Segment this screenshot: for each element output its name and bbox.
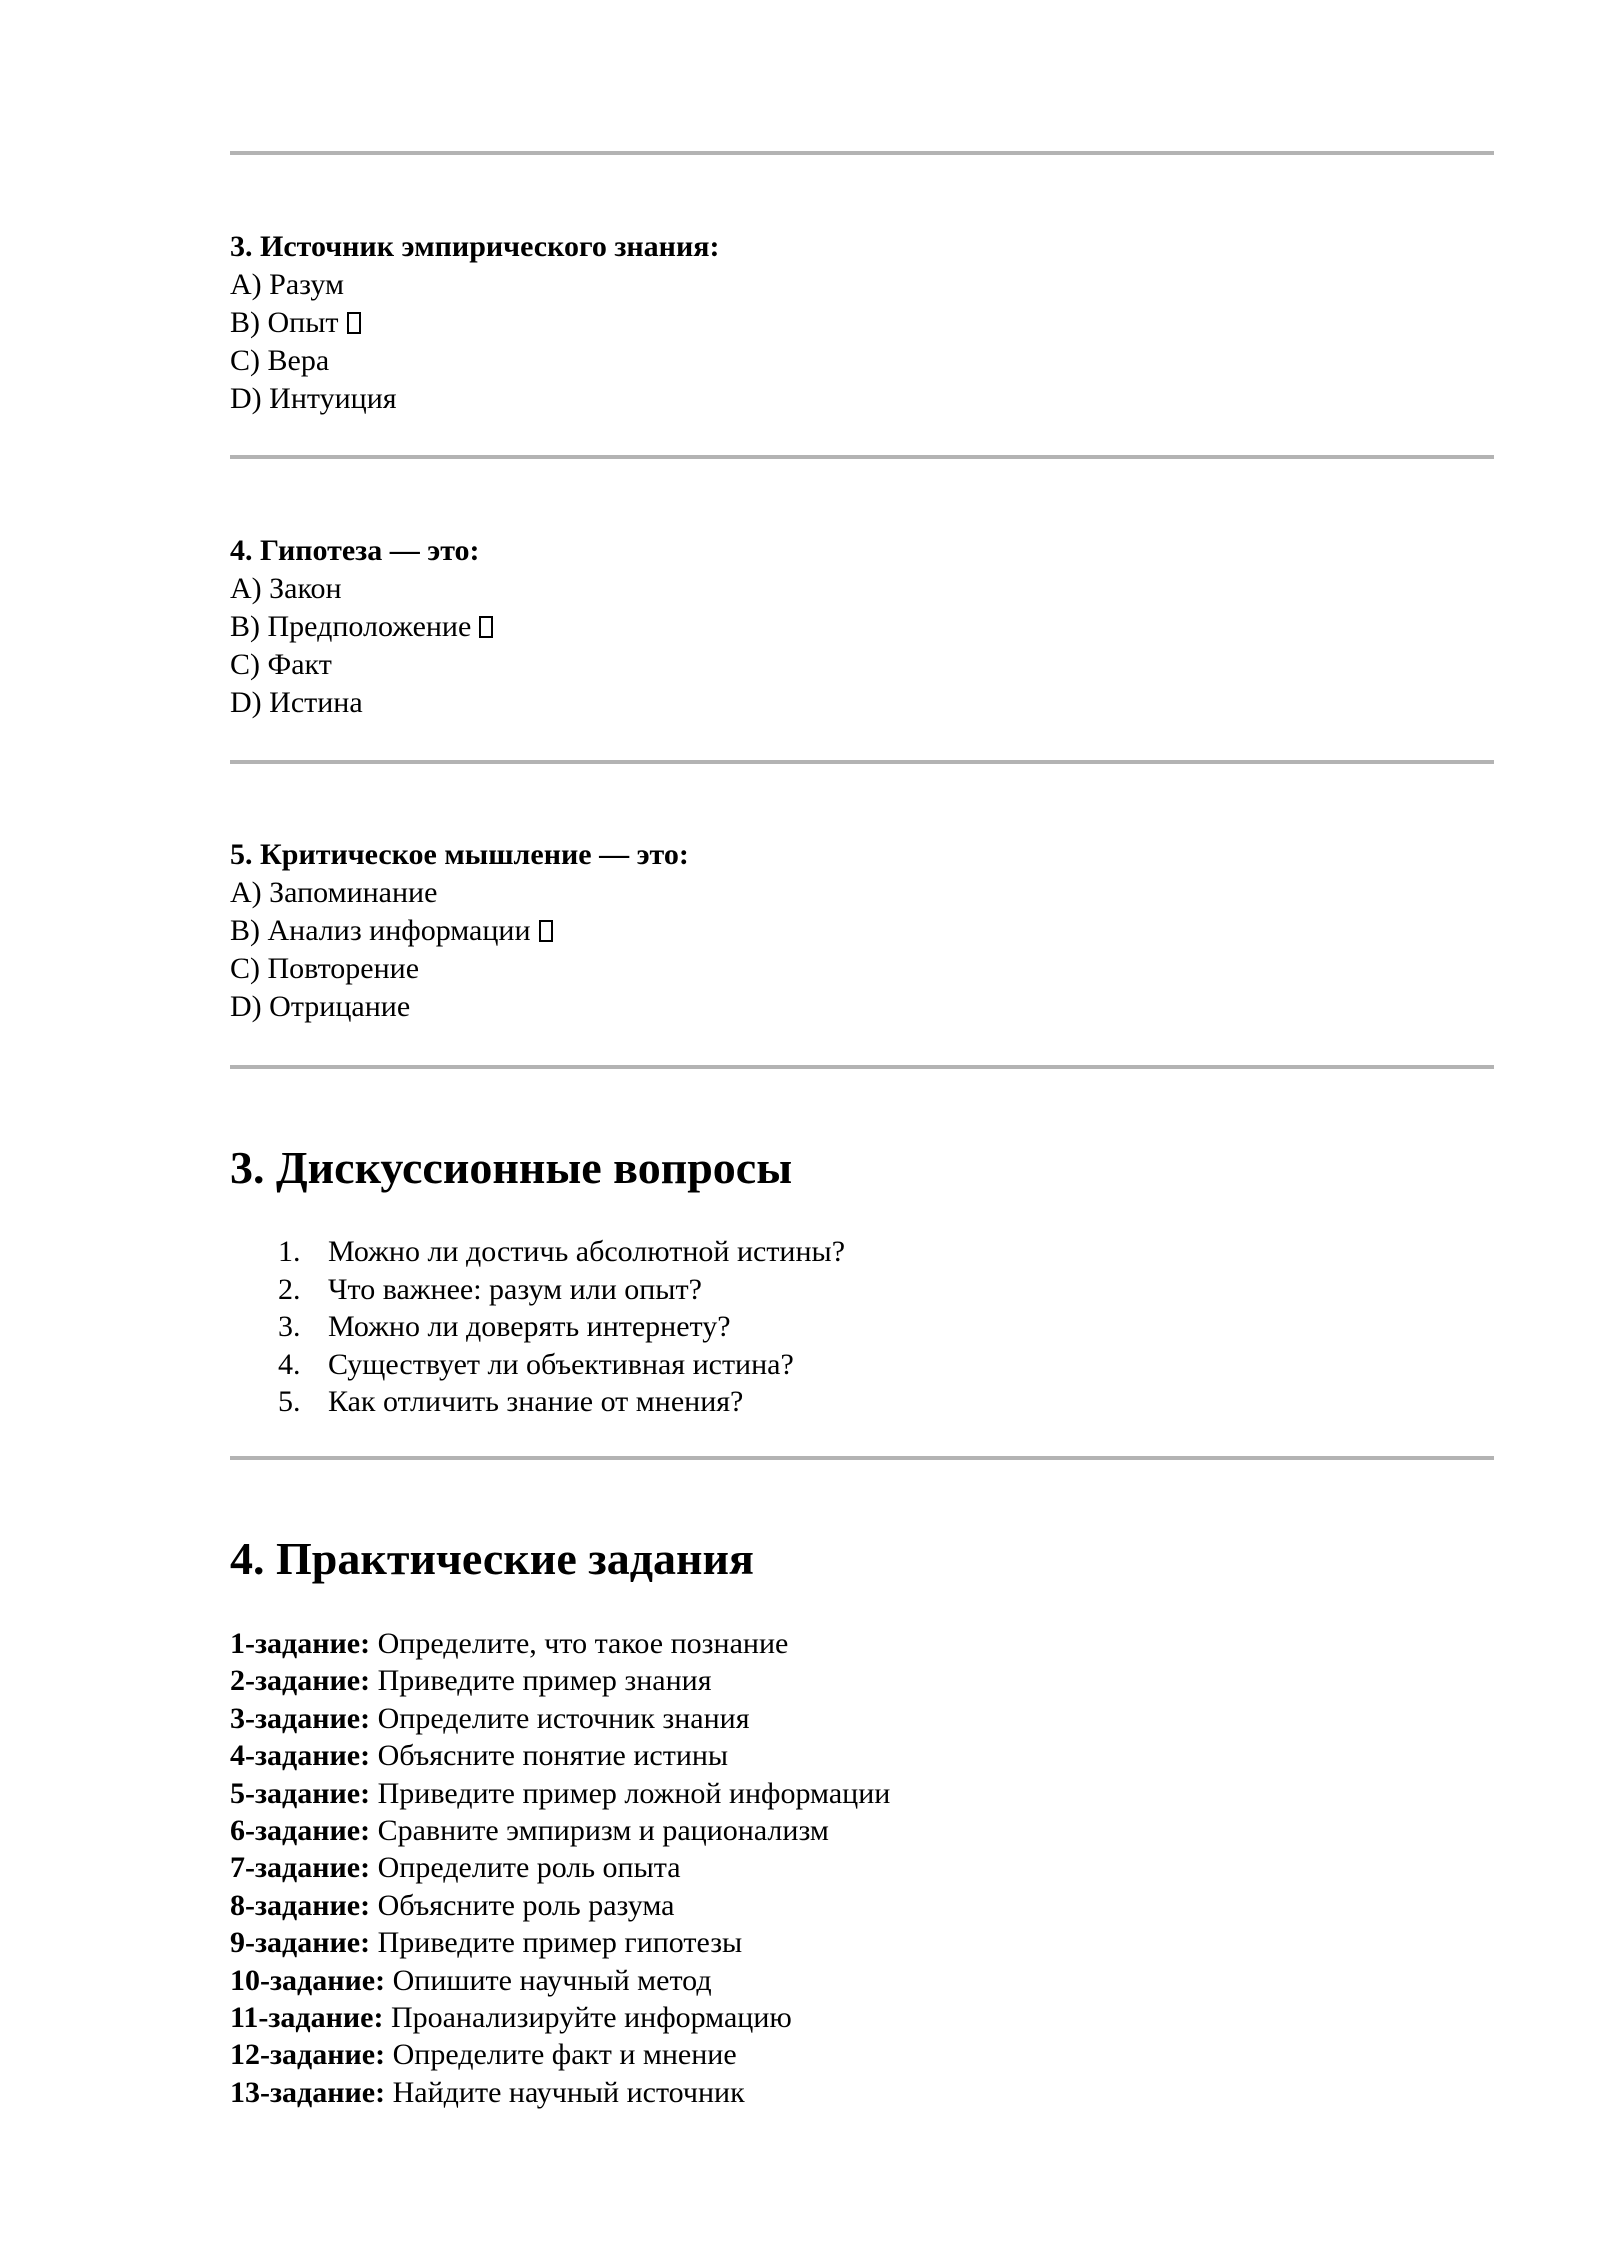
answer-option <box>230 342 1494 380</box>
task-item <box>230 1700 890 1737</box>
task-item <box>230 1962 890 1999</box>
task-item <box>230 1812 890 1849</box>
options-list <box>230 570 1494 722</box>
discussion-list <box>230 1233 845 1421</box>
options-list <box>230 266 1494 418</box>
option-text: D) Интуиция <box>230 382 397 415</box>
option-text: B) Предположение <box>230 610 472 643</box>
question-5 <box>230 836 1494 1026</box>
task-text: Сравните эмпиризм и рационализм <box>377 1813 829 1847</box>
divider-q5 <box>230 1065 1494 1069</box>
list-item-number: 3. <box>278 1310 301 1343</box>
list-item <box>230 1233 845 1271</box>
divider-top <box>230 151 1494 155</box>
task-label: 2-задание: <box>230 1664 371 1698</box>
task-label: 11-задание: <box>230 2000 384 2034</box>
answer-option <box>230 950 1494 988</box>
discussion-heading: 3. Дискуссионные вопросы <box>230 1142 793 1193</box>
practical-heading: 4. Практические задания <box>230 1533 754 1584</box>
list-item <box>230 1383 845 1421</box>
option-text: A) Разум <box>230 268 344 301</box>
answer-option <box>230 570 1494 608</box>
list-item-number: 5. <box>278 1385 301 1418</box>
task-label: 6-задание: <box>230 1813 371 1847</box>
answer-option <box>230 684 1494 722</box>
practical-tasks-list <box>230 1625 890 2111</box>
task-label: 7-задание: <box>230 1851 371 1885</box>
list-item-text: Существует ли объективная истина? <box>328 1347 794 1381</box>
list-item <box>230 1271 845 1309</box>
task-label: 9-задание: <box>230 1926 371 1960</box>
task-text: Определите факт и мнение <box>392 2038 737 2072</box>
question-title: 4. Гипотеза — это: <box>230 534 480 567</box>
task-text: Приведите пример ложной информации <box>377 1776 891 1810</box>
answer-option <box>230 380 1494 418</box>
option-text: D) Истина <box>230 686 363 719</box>
task-item <box>230 1625 890 1662</box>
list-item-text: Можно ли достичь абсолютной истины? <box>328 1235 846 1268</box>
question-title: 5. Критическое мышление — это: <box>230 838 689 871</box>
option-text: A) Закон <box>230 572 342 605</box>
option-text: B) Опыт <box>230 306 339 339</box>
divider-q3 <box>230 455 1494 459</box>
option-text: B) Анализ информации <box>230 914 531 947</box>
task-label: 4-задание: <box>230 1739 371 1773</box>
task-item <box>230 1887 890 1924</box>
answer-option <box>230 912 1494 950</box>
question-3 <box>230 228 1494 418</box>
list-item-text: Можно ли доверять интернету? <box>328 1310 731 1343</box>
task-label: 5-задание: <box>230 1776 371 1810</box>
list-item-text: Как отличить знание от мнения? <box>328 1385 744 1418</box>
option-text: C) Факт <box>230 648 332 681</box>
list-item-text: Что важнее: разум или опыт? <box>328 1272 702 1306</box>
task-item <box>230 1662 890 1699</box>
task-label: 8-задание: <box>230 1888 371 1922</box>
question-title: 3. Источник эмпирического знания: <box>230 230 720 263</box>
task-item <box>230 2074 890 2111</box>
option-text: D) Отрицание <box>230 990 411 1023</box>
list-item-number: 4. <box>278 1347 301 1381</box>
task-text: Найдите научный источник <box>392 2075 745 2109</box>
answer-option <box>230 646 1494 684</box>
task-text: Проанализируйте информацию <box>390 2000 792 2034</box>
options-list <box>230 874 1494 1026</box>
task-item <box>230 1737 890 1774</box>
task-label: 3-задание: <box>230 1701 371 1735</box>
task-text: Определите, что такое познание <box>377 1627 789 1660</box>
task-label: 12-задание: <box>230 2038 386 2072</box>
task-label: 10-задание: <box>230 1963 386 1997</box>
task-text: Объясните роль разума <box>377 1888 675 1922</box>
answer-option <box>230 988 1494 1026</box>
task-text: Приведите пример гипотезы <box>377 1926 743 1960</box>
task-text: Определите роль опыта <box>377 1851 681 1885</box>
answer-option <box>230 304 1494 342</box>
task-item <box>230 1999 890 2036</box>
list-item <box>230 1346 845 1384</box>
task-text: Приведите пример знания <box>377 1664 712 1698</box>
task-item <box>230 1924 890 1961</box>
answer-mark-icon <box>479 616 493 638</box>
list-item <box>230 1308 845 1346</box>
answer-option <box>230 608 1494 646</box>
answer-mark-icon <box>539 920 553 942</box>
option-text: C) Повторение <box>230 952 420 985</box>
task-label: 1-задание: <box>230 1627 371 1660</box>
task-item <box>230 1775 890 1812</box>
answer-option <box>230 874 1494 912</box>
list-item-number: 2. <box>278 1272 301 1306</box>
list-item-number: 1. <box>278 1235 301 1268</box>
task-label: 13-задание: <box>230 2075 386 2109</box>
task-text: Опишите научный метод <box>392 1963 712 1997</box>
answer-mark-icon <box>347 312 361 334</box>
option-text: A) Запоминание <box>230 876 438 909</box>
divider-discussion <box>230 1456 1494 1460</box>
task-item <box>230 2036 890 2073</box>
task-text: Определите источник знания <box>377 1701 750 1735</box>
task-text: Объясните понятие истины <box>377 1739 729 1773</box>
answer-option <box>230 266 1494 304</box>
question-4 <box>230 532 1494 722</box>
task-item <box>230 1849 890 1886</box>
option-text: C) Вера <box>230 344 330 377</box>
divider-q4 <box>230 760 1494 764</box>
